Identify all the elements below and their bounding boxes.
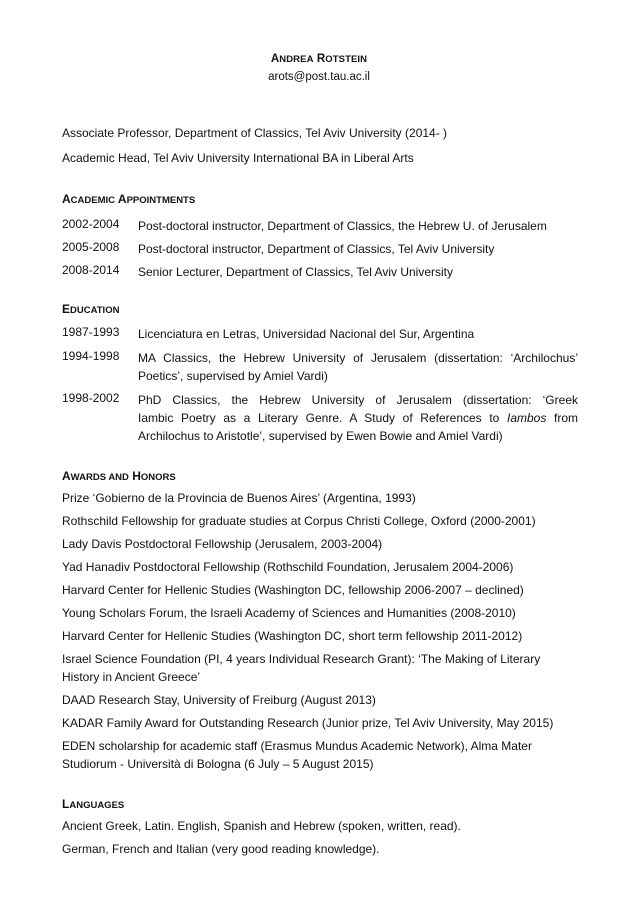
- language-line: German, French and Italian (very good reading knowledge).: [62, 842, 380, 856]
- award-line: Rothschild Fellowship for graduate studies at Corpus Christi College, Oxford (2000-2001): [62, 514, 536, 528]
- award-item: [62, 581, 524, 599]
- education-line: PhD Classics, the Hebrew University of Jerusalem (dissertation: ‘Greek: [138, 393, 578, 407]
- heading-initial: E: [62, 302, 71, 316]
- name-last-initial: R: [316, 53, 326, 65]
- education-text: [138, 349, 578, 385]
- education-years: 1987-1993: [62, 325, 120, 339]
- section-heading-academic-appointments: [62, 192, 195, 206]
- award-line: Israel Science Foundation (PI, 4 years Individual Research Grant): ‘The Making of Literary: [62, 652, 541, 666]
- appointment-years: 2008-2014: [62, 263, 120, 277]
- position-line: Associate Professor, Department of Classics, Tel Aviv University (2014- ): [62, 126, 448, 140]
- award-item: [62, 650, 540, 686]
- education-line: Archilochus to Aristotle’, supervised by Ewen Bowie and Amiel Vardi): [138, 429, 503, 443]
- heading-rest: DUCATION: [70, 305, 120, 316]
- education-line: [138, 409, 578, 427]
- award-line: Lady Davis Postdoctoral Fellowship (Jerusalem, 2003-2004): [62, 537, 383, 551]
- education-text: [138, 391, 578, 445]
- award-item: [62, 512, 536, 530]
- section-heading-languages: [62, 797, 124, 811]
- education-line-emphasis: Iambos: [506, 411, 547, 425]
- education-line-text: Iambic Poetry as a Literary Genre. A Study of References to: [138, 411, 507, 425]
- heading-rest: ANGUAGES: [69, 800, 125, 811]
- award-line: DAAD Research Stay, University of Freiburg (August 2013): [62, 693, 376, 707]
- award-line: Harvard Center for Hellenic Studies (Washington DC, short term fellowship 2011-2012): [62, 629, 523, 643]
- award-item: [62, 558, 513, 576]
- award-item: [62, 535, 382, 553]
- award-item: [62, 691, 376, 709]
- appointment-text: Post-doctoral instructor, Department of Classics, Tel Aviv University: [138, 242, 495, 256]
- author-email: arots@post.tau.ac.il: [268, 71, 370, 83]
- award-line: Young Scholars Forum, the Israeli Academy of Sciences and Humanities (2008-2010): [62, 606, 516, 620]
- name-first-rest: NDREA: [279, 54, 314, 65]
- heading-rest: PPOINTMENTS: [126, 195, 196, 206]
- heading-initial: H: [132, 469, 141, 483]
- award-line: History in Ancient Greece’: [62, 670, 201, 684]
- heading-rest: WARDS AND: [70, 472, 129, 483]
- award-line: Harvard Center for Hellenic Studies (Washington DC, fellowship 2006-2007 – declined): [62, 583, 524, 597]
- award-item: [62, 604, 516, 622]
- position-line: Academic Head, Tel Aviv University International BA in Liberal Arts: [62, 151, 414, 165]
- heading-initial: A: [62, 469, 71, 483]
- language-line: Ancient Greek, Latin. English, Spanish and Hebrew (spoken, written, read).: [62, 819, 461, 833]
- education-line: Licenciatura en Letras, Universidad Nacional del Sur, Argentina: [138, 327, 475, 341]
- appointment-years: 2005-2008: [62, 240, 120, 254]
- name-last-rest: OTSTEIN: [325, 54, 368, 65]
- education-years: 1998-2002: [62, 391, 120, 405]
- author-name: [0, 53, 638, 65]
- award-item: [62, 714, 553, 732]
- education-line: Poetics’, supervised by Amiel Vardi): [138, 369, 328, 383]
- award-item: [62, 737, 532, 773]
- education-line-text: from: [546, 411, 578, 425]
- education-years: 1994-1998: [62, 349, 120, 363]
- award-line: Studiorum - Università di Bologna (6 July – 5 August 2015): [62, 757, 374, 771]
- heading-initial: L: [62, 797, 70, 811]
- award-line: Prize ‘Gobierno de la Provincia de Buenos Aires’ (Argentina, 1993): [62, 491, 416, 505]
- appointment-text: Post-doctoral instructor, Department of Classics, the Hebrew U. of Jerusalem: [138, 219, 547, 233]
- education-text: [138, 325, 578, 343]
- heading-initial: A: [62, 192, 71, 206]
- award-line: EDEN scholarship for academic staff (Erasmus Mundus Academic Network), Alma Mater: [62, 739, 532, 753]
- appointment-text: Senior Lecturer, Department of Classics, Tel Aviv University: [138, 265, 454, 279]
- heading-rest: ONORS: [140, 472, 176, 483]
- award-line: Yad Hanadiv Postdoctoral Fellowship (Rothschild Foundation, Jerusalem 2004-2006): [62, 560, 514, 574]
- appointment-years: 2002-2004: [62, 217, 120, 231]
- section-heading-awards: [62, 469, 176, 483]
- award-line: KADAR Family Award for Outstanding Research (Junior prize, Tel Aviv University, May 2015): [62, 716, 554, 730]
- heading-initial: A: [117, 192, 127, 206]
- education-line: MA Classics, the Hebrew University of Jerusalem (dissertation: ‘Archilochus’: [138, 351, 578, 365]
- section-heading-education: [62, 302, 119, 316]
- award-item: [62, 489, 416, 507]
- name-first-initial: A: [270, 53, 280, 65]
- heading-rest: CADEMIC: [70, 195, 116, 206]
- award-item: [62, 627, 522, 645]
